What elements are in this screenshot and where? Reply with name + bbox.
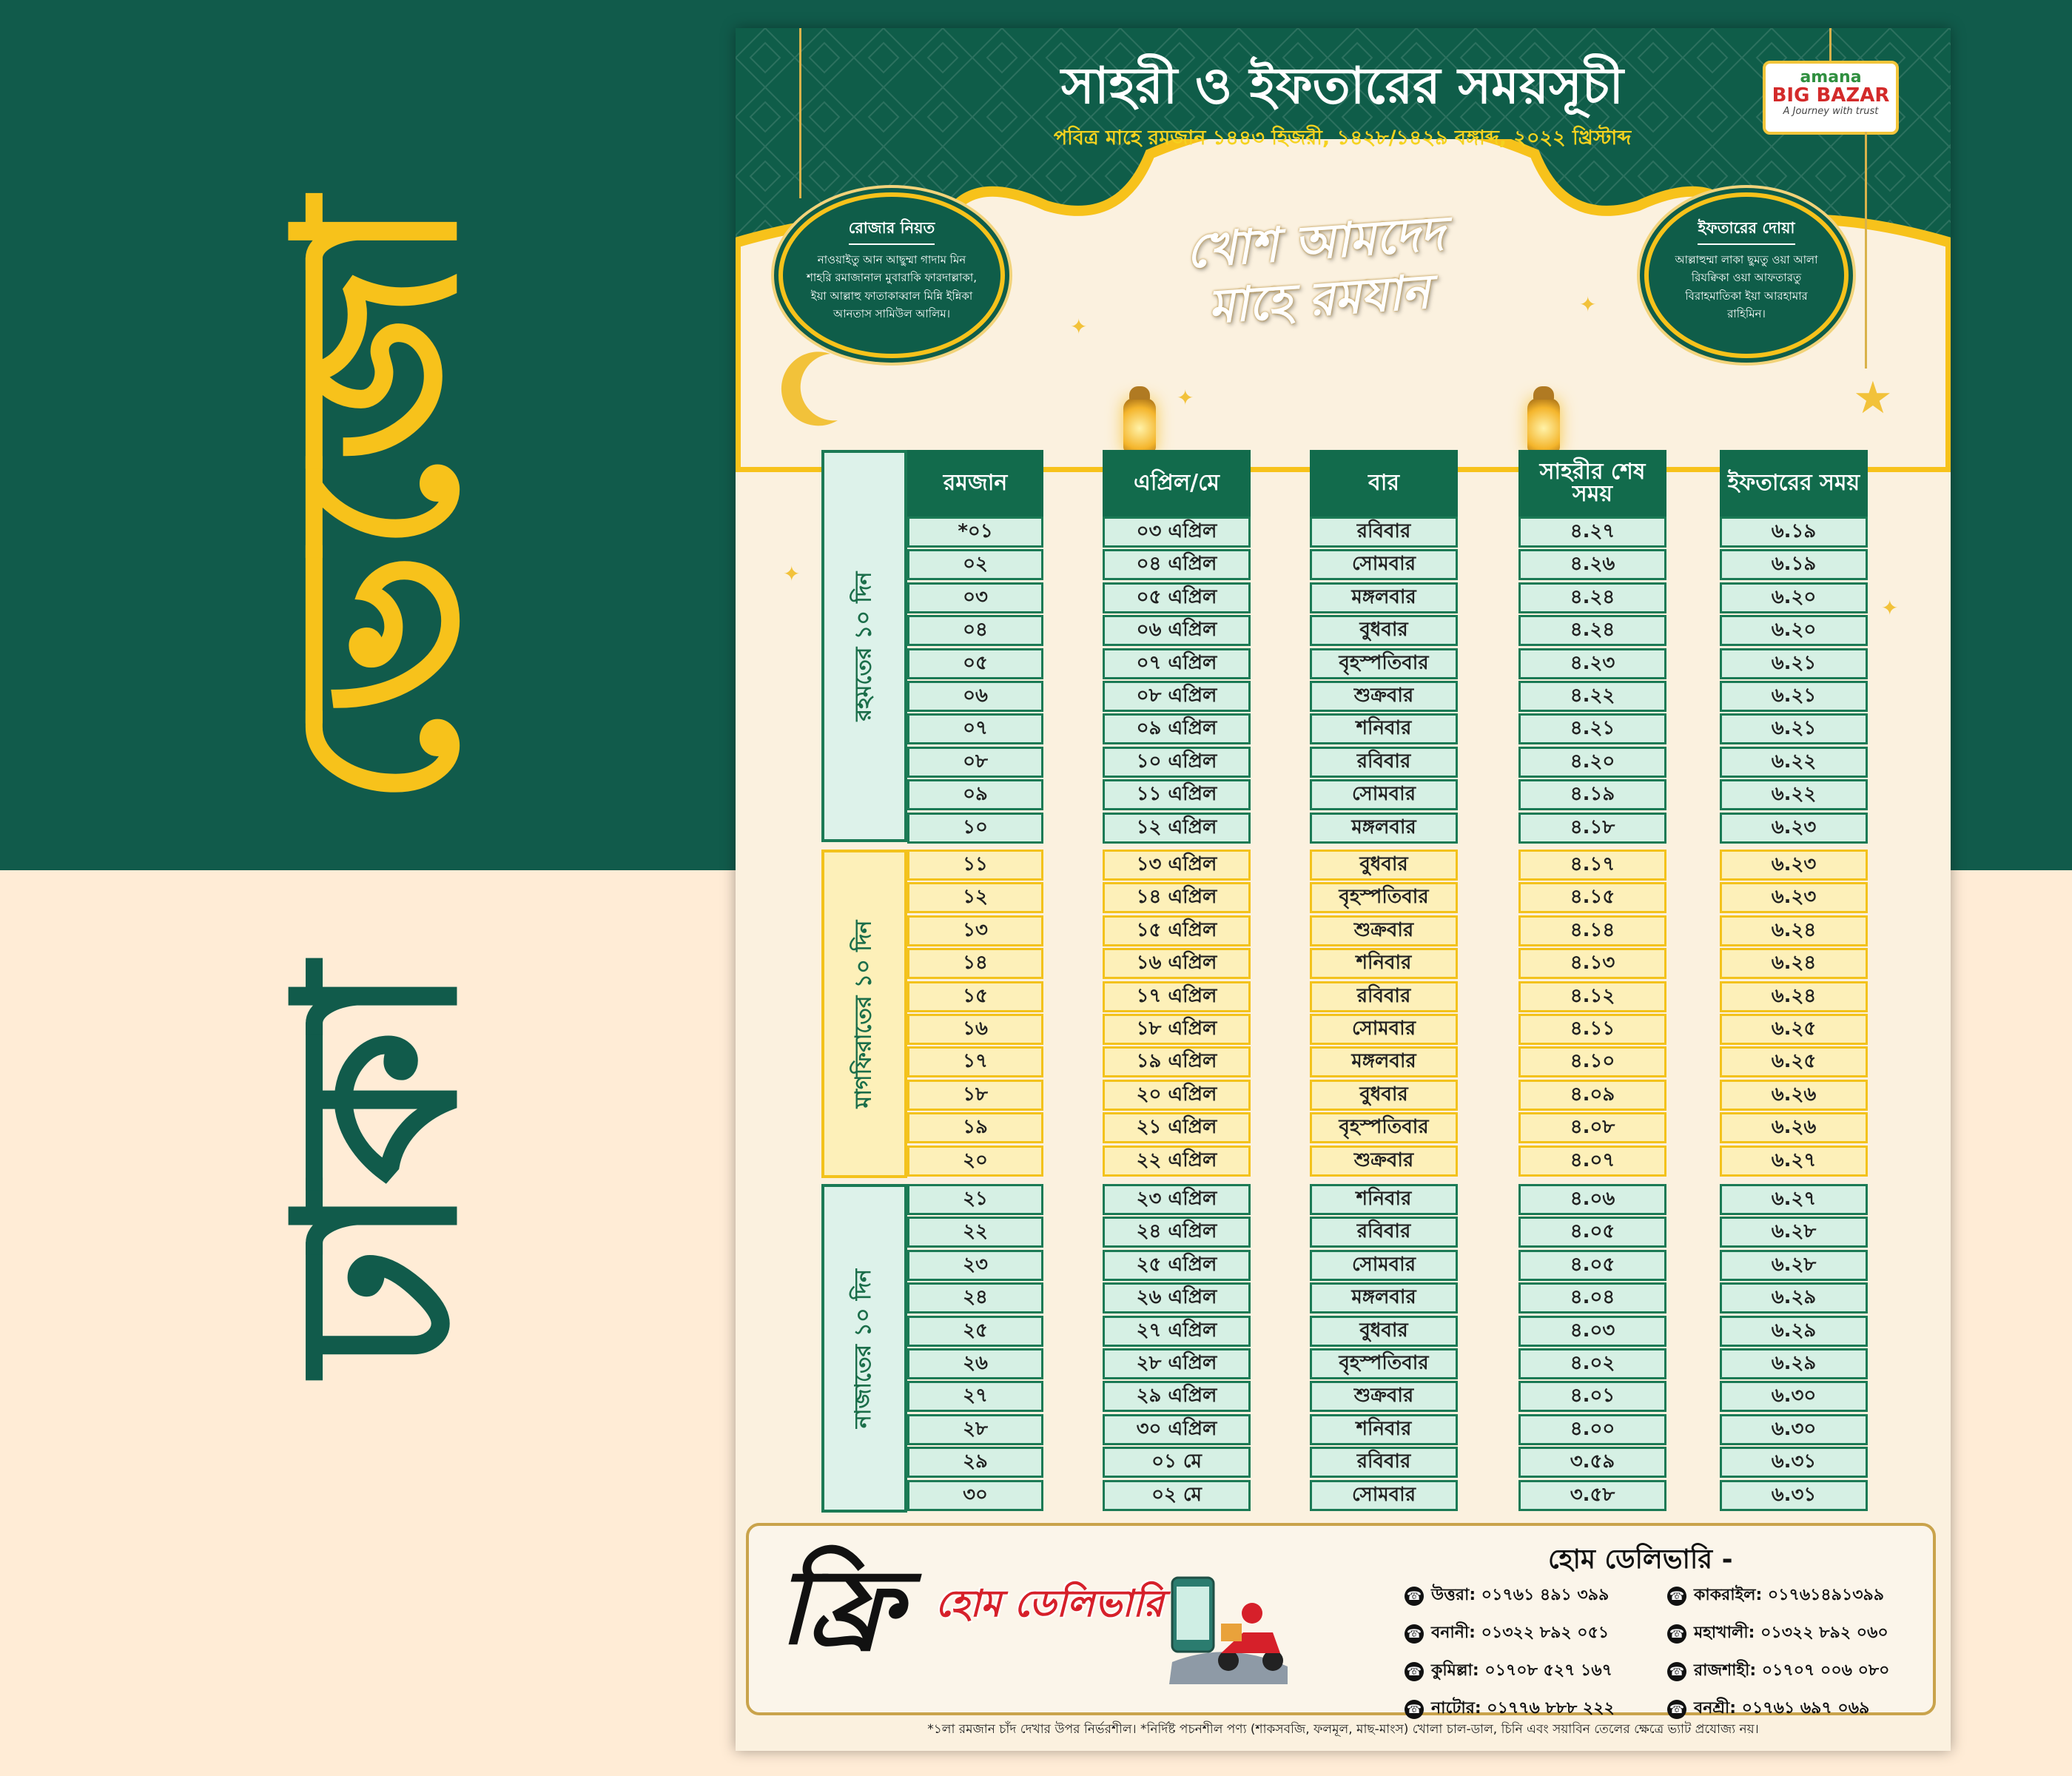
table-cell: ৪.০৮ (1518, 1112, 1666, 1143)
sparkle-icon: ✦ (1579, 292, 1597, 317)
contact-text: উত্তরা: ০১৭৬১ ৪৯১ ৩৯৯ (1431, 1586, 1610, 1604)
table-cell: ৪.১৪ (1518, 915, 1666, 946)
table-cell: ১৪ (907, 948, 1043, 979)
table-cell: ২৭ (907, 1381, 1043, 1412)
table-cell: ৬.২৭ (1720, 1146, 1868, 1177)
table-cell: ৬.২৬ (1720, 1112, 1868, 1143)
table-cell: ৪.১৩ (1518, 948, 1666, 979)
table-cell: ২৫ এপ্রিল (1103, 1250, 1251, 1281)
side-word-bottom: ঢাকা (248, 964, 507, 1374)
table-cell: বৃহস্পতিবার (1310, 882, 1458, 913)
contact-text: বনানী: ০১৩২২ ৮৯২ ০৫১ (1431, 1624, 1610, 1642)
table-cell: ৬.২৮ (1720, 1250, 1868, 1281)
table-cell: বুধবার (1310, 615, 1458, 646)
table-cell: ২৩ এপ্রিল (1103, 1184, 1251, 1215)
table-cell: রবিবার (1310, 517, 1458, 548)
table-cell: ০২ মে (1103, 1480, 1251, 1511)
table-cell: ৬.২৬ (1720, 1080, 1868, 1111)
table-cell: ০৬ এপ্রিল (1103, 615, 1251, 646)
table-cell: সোমবার (1310, 549, 1458, 580)
table-cell: শুক্রবার (1310, 1381, 1458, 1412)
table-cell: ০৭ এপ্রিল (1103, 648, 1251, 679)
schedule-table (736, 450, 1951, 1530)
table-cell: ০৭ (907, 713, 1043, 744)
table-cell: ৪.০৭ (1518, 1146, 1666, 1177)
table-cell: বৃহস্পতিবার (1310, 648, 1458, 679)
table-cell: ৪.০৬ (1518, 1184, 1666, 1215)
table-cell: ২০ (907, 1146, 1043, 1177)
table-cell: ৪.১৫ (1518, 882, 1666, 913)
table-cell: ২৯ এপ্রিল (1103, 1381, 1251, 1412)
table-cell: ৪.২৪ (1518, 615, 1666, 646)
niyot-text: নাওয়াইতু আন আছুম্মা গাদাম মিন শাহরি রমাজানাল মুবারাকি ফারদাল্লাকা, ইয়া আল্লাহু ফাতাকাব্বাল মিন্নি ইন্নিকা আনতাস সামিউল আলিম। (807, 253, 977, 320)
table-cell: ৪.০০ (1518, 1414, 1666, 1445)
table-cell: রবিবার (1310, 1447, 1458, 1478)
table-cell: বুধবার (1310, 1316, 1458, 1347)
contact-text: কুমিল্লা: ০১৭০৮ ৫২৭ ১৬৭ (1431, 1661, 1612, 1680)
table-cell: ২৩ (907, 1250, 1043, 1281)
footnote: *১লা রমজান চাঁদ দেখার উপর নির্ভরশীল। *নির্দিষ্ট পচনশীল পণ্য (শাকসবজি, ফলমূল, মাছ-মাংস) খোলা চাল-ডাল, চিনি এবং সয়াবিন তেলের ক্ষেত্রে ভ্যাট প্রযোজ্য নয়। (927, 1722, 1759, 1737)
table-cell: ৬.৩১ (1720, 1480, 1868, 1511)
group-label-najat: নাজাতের ১০ দিন (821, 1184, 907, 1513)
niyot-title: রোজার নিয়ত (849, 216, 935, 245)
table-cell: ৪.২৩ (1518, 648, 1666, 679)
table-cell: বুধবার (1310, 850, 1458, 881)
table-cell: ২৪ (907, 1282, 1043, 1314)
table-cell: ১০ (907, 813, 1043, 844)
table-cell: রবিবার (1310, 981, 1458, 1012)
table-cell: শুক্রবার (1310, 681, 1458, 712)
table-cell: ৬.১৯ (1720, 517, 1868, 548)
free-label: ফ্রি (778, 1547, 902, 1668)
table-cell: ৬.২৪ (1720, 948, 1868, 979)
sparkle-icon: ✦ (1881, 596, 1899, 620)
table-cell: ০৪ এপ্রিল (1103, 549, 1251, 580)
table-cell: ২৮ এপ্রিল (1103, 1348, 1251, 1379)
table-cell: ৪.০১ (1518, 1381, 1666, 1412)
logo-rope (1829, 28, 1832, 65)
table-cell: বৃহস্পতিবার (1310, 1348, 1458, 1379)
table-cell: মঙ্গলবার (1310, 582, 1458, 613)
table-cell: ০৯ এপ্রিল (1103, 713, 1251, 744)
table-cell: ৬.২০ (1720, 582, 1868, 613)
table-cell: ১১ এপ্রিল (1103, 779, 1251, 810)
table-cell: ৪.১২ (1518, 981, 1666, 1012)
table-cell: ৬.২৯ (1720, 1282, 1868, 1314)
table-cell: ০২ (907, 549, 1043, 580)
table-cell: ৪.১০ (1518, 1046, 1666, 1077)
table-cell: ৪.০৩ (1518, 1316, 1666, 1347)
table-cell: ৩.৫৮ (1518, 1480, 1666, 1511)
table-cell: ৪.২৭ (1518, 517, 1666, 548)
table-cell: ৪.১৭ (1518, 850, 1666, 881)
table-cell: ১০ এপ্রিল (1103, 747, 1251, 778)
table-cell: ২১ (907, 1184, 1043, 1215)
phone-icon: ☎ (1667, 1662, 1686, 1681)
table-cell: রবিবার (1310, 1217, 1458, 1248)
iftar-dua-title: ইফতারের দোয়া (1698, 216, 1794, 245)
table-cell: বৃহস্পতিবার (1310, 1112, 1458, 1143)
table-cell: ২৫ (907, 1316, 1043, 1347)
contact-item (1667, 1658, 1915, 1685)
table-cell: ২৭ এপ্রিল (1103, 1316, 1251, 1347)
table-cell: ৬.২২ (1720, 779, 1868, 810)
table-cell: ১১ (907, 850, 1043, 881)
table-cell: ৪.০২ (1518, 1348, 1666, 1379)
table-cell: শনিবার (1310, 1414, 1458, 1445)
table-cell: ২৪ এপ্রিল (1103, 1217, 1251, 1248)
table-cell: ৪.২১ (1518, 713, 1666, 744)
table-cell: ০৫ এপ্রিল (1103, 582, 1251, 613)
table-cell: ১৫ (907, 981, 1043, 1012)
table-cell: ৩০ (907, 1480, 1043, 1511)
table-cell: ৬.২১ (1720, 681, 1868, 712)
table-cell: শনিবার (1310, 713, 1458, 744)
table-cell: ৬.২০ (1720, 615, 1868, 646)
table-cell: ৬.৩১ (1720, 1447, 1868, 1478)
table-cell: ২৮ (907, 1414, 1043, 1445)
iftar-dua-box (1644, 192, 1849, 358)
table-cell: ১৯ (907, 1112, 1043, 1143)
contact-item (1667, 1695, 1915, 1723)
ramadan-calligraphy: খোশ আমদেদ মাহে রমযান (1183, 206, 1447, 335)
table-cell: ৪.২৪ (1518, 582, 1666, 613)
table-cell: ৬.২৪ (1720, 981, 1868, 1012)
table-cell: *০১ (907, 517, 1043, 548)
table-cell: ৪.০৯ (1518, 1080, 1666, 1111)
table-cell: ৬.২১ (1720, 648, 1868, 679)
table-cell: ১৬ (907, 1014, 1043, 1045)
home-delivery-art-text: হোম ডেলিভারি (935, 1581, 1164, 1625)
table-cell: ৬.২৩ (1720, 813, 1868, 844)
rope-right (1865, 132, 1867, 369)
table-cell: সোমবার (1310, 779, 1458, 810)
table-cell: ২৬ এপ্রিল (1103, 1282, 1251, 1314)
table-cell: ৬.২৫ (1720, 1014, 1868, 1045)
column-header: সাহরীর শেষ সময় (1518, 450, 1666, 517)
table-cell: ০৪ (907, 615, 1043, 646)
table-cell: ৪.০৫ (1518, 1250, 1666, 1281)
sparkle-icon: ✦ (783, 562, 801, 586)
table-cell: ৩০ এপ্রিল (1103, 1414, 1251, 1445)
home-delivery-banner (746, 1523, 1936, 1718)
phone-icon: ☎ (1405, 1662, 1424, 1681)
table-cell: সোমবার (1310, 1250, 1458, 1281)
contact-text: কাকরাইল: ০১৭৬১৪৯১৩৯৯ (1694, 1586, 1885, 1604)
sparkle-icon: ✦ (1177, 386, 1194, 410)
table-cell: ০৮ এপ্রিল (1103, 681, 1251, 712)
table-cell: ১৯ এপ্রিল (1103, 1046, 1251, 1077)
branch-contacts (1405, 1582, 1923, 1723)
crescent-moon-icon (778, 346, 845, 428)
table-cell: ৬.২৩ (1720, 850, 1868, 881)
table-cell: সোমবার (1310, 1480, 1458, 1511)
phone-icon: ☎ (1667, 1587, 1686, 1606)
table-cell: ১৮ এপ্রিল (1103, 1014, 1251, 1045)
amana-big-bazar-logo (1763, 61, 1899, 135)
table-cell: শনিবার (1310, 948, 1458, 979)
contact-item (1405, 1695, 1652, 1723)
table-cell: ৬.২৮ (1720, 1217, 1868, 1248)
table-cell: ১২ (907, 882, 1043, 913)
contact-item (1405, 1658, 1652, 1685)
table-cell: ৪.১১ (1518, 1014, 1666, 1045)
lantern-icon (1123, 398, 1156, 453)
table-cell: ৬.১৯ (1720, 549, 1868, 580)
table-cell: ১৭ (907, 1046, 1043, 1077)
table-cell: ৬.২২ (1720, 747, 1868, 778)
contact-item (1405, 1582, 1652, 1610)
table-cell: মঙ্গলবার (1310, 813, 1458, 844)
table-cell: ৬.২৯ (1720, 1348, 1868, 1379)
phone-icon: ☎ (1405, 1624, 1424, 1644)
table-cell: ১৮ (907, 1080, 1043, 1111)
table-cell: মঙ্গলবার (1310, 1046, 1458, 1077)
phone-icon: ☎ (1667, 1700, 1686, 1719)
table-cell: ২৯ (907, 1447, 1043, 1478)
table-cell: ৬.২৩ (1720, 882, 1868, 913)
table-cell: ৪.২০ (1518, 747, 1666, 778)
table-cell: ০৮ (907, 747, 1043, 778)
phone-icon: ☎ (1405, 1700, 1424, 1719)
table-cell: ৪.১৯ (1518, 779, 1666, 810)
table-cell: ২২ (907, 1217, 1043, 1248)
phone-icon: ☎ (1667, 1624, 1686, 1644)
table-cell: ৩.৫৯ (1518, 1447, 1666, 1478)
ramadan-poster (736, 28, 1951, 1751)
table-cell: ০৫ (907, 648, 1043, 679)
table-cell: ৪.২৬ (1518, 549, 1666, 580)
phone-icon: ☎ (1405, 1587, 1424, 1606)
table-cell: ৬.২৯ (1720, 1316, 1868, 1347)
table-cell: ০৯ (907, 779, 1043, 810)
table-cell: ১৩ এপ্রিল (1103, 850, 1251, 881)
contact-text: রাজশাহী: ০১৭০৭ ০০৬ ০৮০ (1694, 1661, 1890, 1680)
column-header: ইফতারের সময় (1720, 450, 1868, 517)
table-cell: ০১ মে (1103, 1447, 1251, 1478)
table-cell: ১৫ এপ্রিল (1103, 915, 1251, 946)
table-cell: ৪.০৫ (1518, 1217, 1666, 1248)
logo-line-1: amana (1800, 68, 1862, 87)
table-cell: শুক্রবার (1310, 915, 1458, 946)
contact-text: নাটোর: ০১৭৭৬ ৮৮৮ ২২২ (1431, 1699, 1615, 1718)
column-header: বার (1310, 450, 1458, 517)
table-cell: সোমবার (1310, 1014, 1458, 1045)
group-label-rahmat: রহমতের ১০ দিন (821, 450, 907, 842)
table-cell: ২৬ (907, 1348, 1043, 1379)
iftar-dua-text: আল্লাহুম্মা লাকা ছুমতু ওয়া আলা রিযক্বিকা ওয়া আফতারতু বিরাহমাতিকা ইয়া আরহামার রাহিমিন। (1675, 253, 1818, 320)
poster-subtitle: পবিত্র মাহে রমজান ১৪৪৩ হিজরী, ১৪২৮/১৪২৯ বঙ্গাব্দ, ২০২২ খ্রিস্টাব্দ (1053, 127, 1632, 149)
rope-left (799, 28, 801, 198)
table-cell: মঙ্গলবার (1310, 1282, 1458, 1314)
table-cell: রবিবার (1310, 747, 1458, 778)
table-cell: ৬.২১ (1720, 713, 1868, 744)
group-label-magfirat: মাগফিরাতের ১০ দিন (821, 850, 907, 1178)
table-cell: শুক্রবার (1310, 1146, 1458, 1177)
contact-item (1405, 1620, 1652, 1647)
lantern-icon (1527, 398, 1560, 453)
table-cell: ২২ এপ্রিল (1103, 1146, 1251, 1177)
delivery-scooter-icon (1169, 1573, 1288, 1684)
poster-title: সাহরী ও ইফতারের সময়সূচী (1060, 56, 1624, 115)
side-word-top: ভেজো (248, 199, 507, 807)
logo-tagline: A Journey with trust (1783, 106, 1879, 118)
table-cell: ৬.২৫ (1720, 1046, 1868, 1077)
table-cell: ৪.২২ (1518, 681, 1666, 712)
table-cell: ০৬ (907, 681, 1043, 712)
table-cell: ১২ এপ্রিল (1103, 813, 1251, 844)
sparkle-icon: ✦ (1070, 314, 1088, 339)
table-cell: ০৩ (907, 582, 1043, 613)
table-cell: শনিবার (1310, 1184, 1458, 1215)
logo-line-2: BIG BAZAR (1772, 84, 1890, 107)
column-header: রমজান (907, 450, 1043, 517)
table-cell: ০৩ এপ্রিল (1103, 517, 1251, 548)
column-header: এপ্রিল/মে (1103, 450, 1251, 517)
table-cell: ৬.৩০ (1720, 1381, 1868, 1412)
table-cell: ১৬ এপ্রিল (1103, 948, 1251, 979)
table-cell: ২১ এপ্রিল (1103, 1112, 1251, 1143)
contact-item (1667, 1582, 1915, 1610)
table-cell: ১৭ এপ্রিল (1103, 981, 1251, 1012)
table-cell: ৬.৩০ (1720, 1414, 1868, 1445)
contact-text: বনশ্রী: ০১৭৬১ ৬৯৭ ০৬৯ (1694, 1699, 1870, 1718)
table-cell: বুধবার (1310, 1080, 1458, 1111)
table-cell: ৬.২৭ (1720, 1184, 1868, 1215)
table-cell: ৪.১৮ (1518, 813, 1666, 844)
table-cell: ২০ এপ্রিল (1103, 1080, 1251, 1111)
niyot-box (778, 192, 1005, 358)
contact-item (1667, 1620, 1915, 1647)
contact-text: মহাখালী: ০১৩২২ ৮৯২ ০৬০ (1694, 1624, 1888, 1642)
table-cell: ৪.০৪ (1518, 1282, 1666, 1314)
table-cell: ১৪ এপ্রিল (1103, 882, 1251, 913)
table-cell: ১৩ (907, 915, 1043, 946)
home-delivery-title: হোম ডেলিভারি - (1548, 1544, 1733, 1575)
star-icon: ★ (1853, 372, 1893, 424)
table-cell: ৬.২৪ (1720, 915, 1868, 946)
